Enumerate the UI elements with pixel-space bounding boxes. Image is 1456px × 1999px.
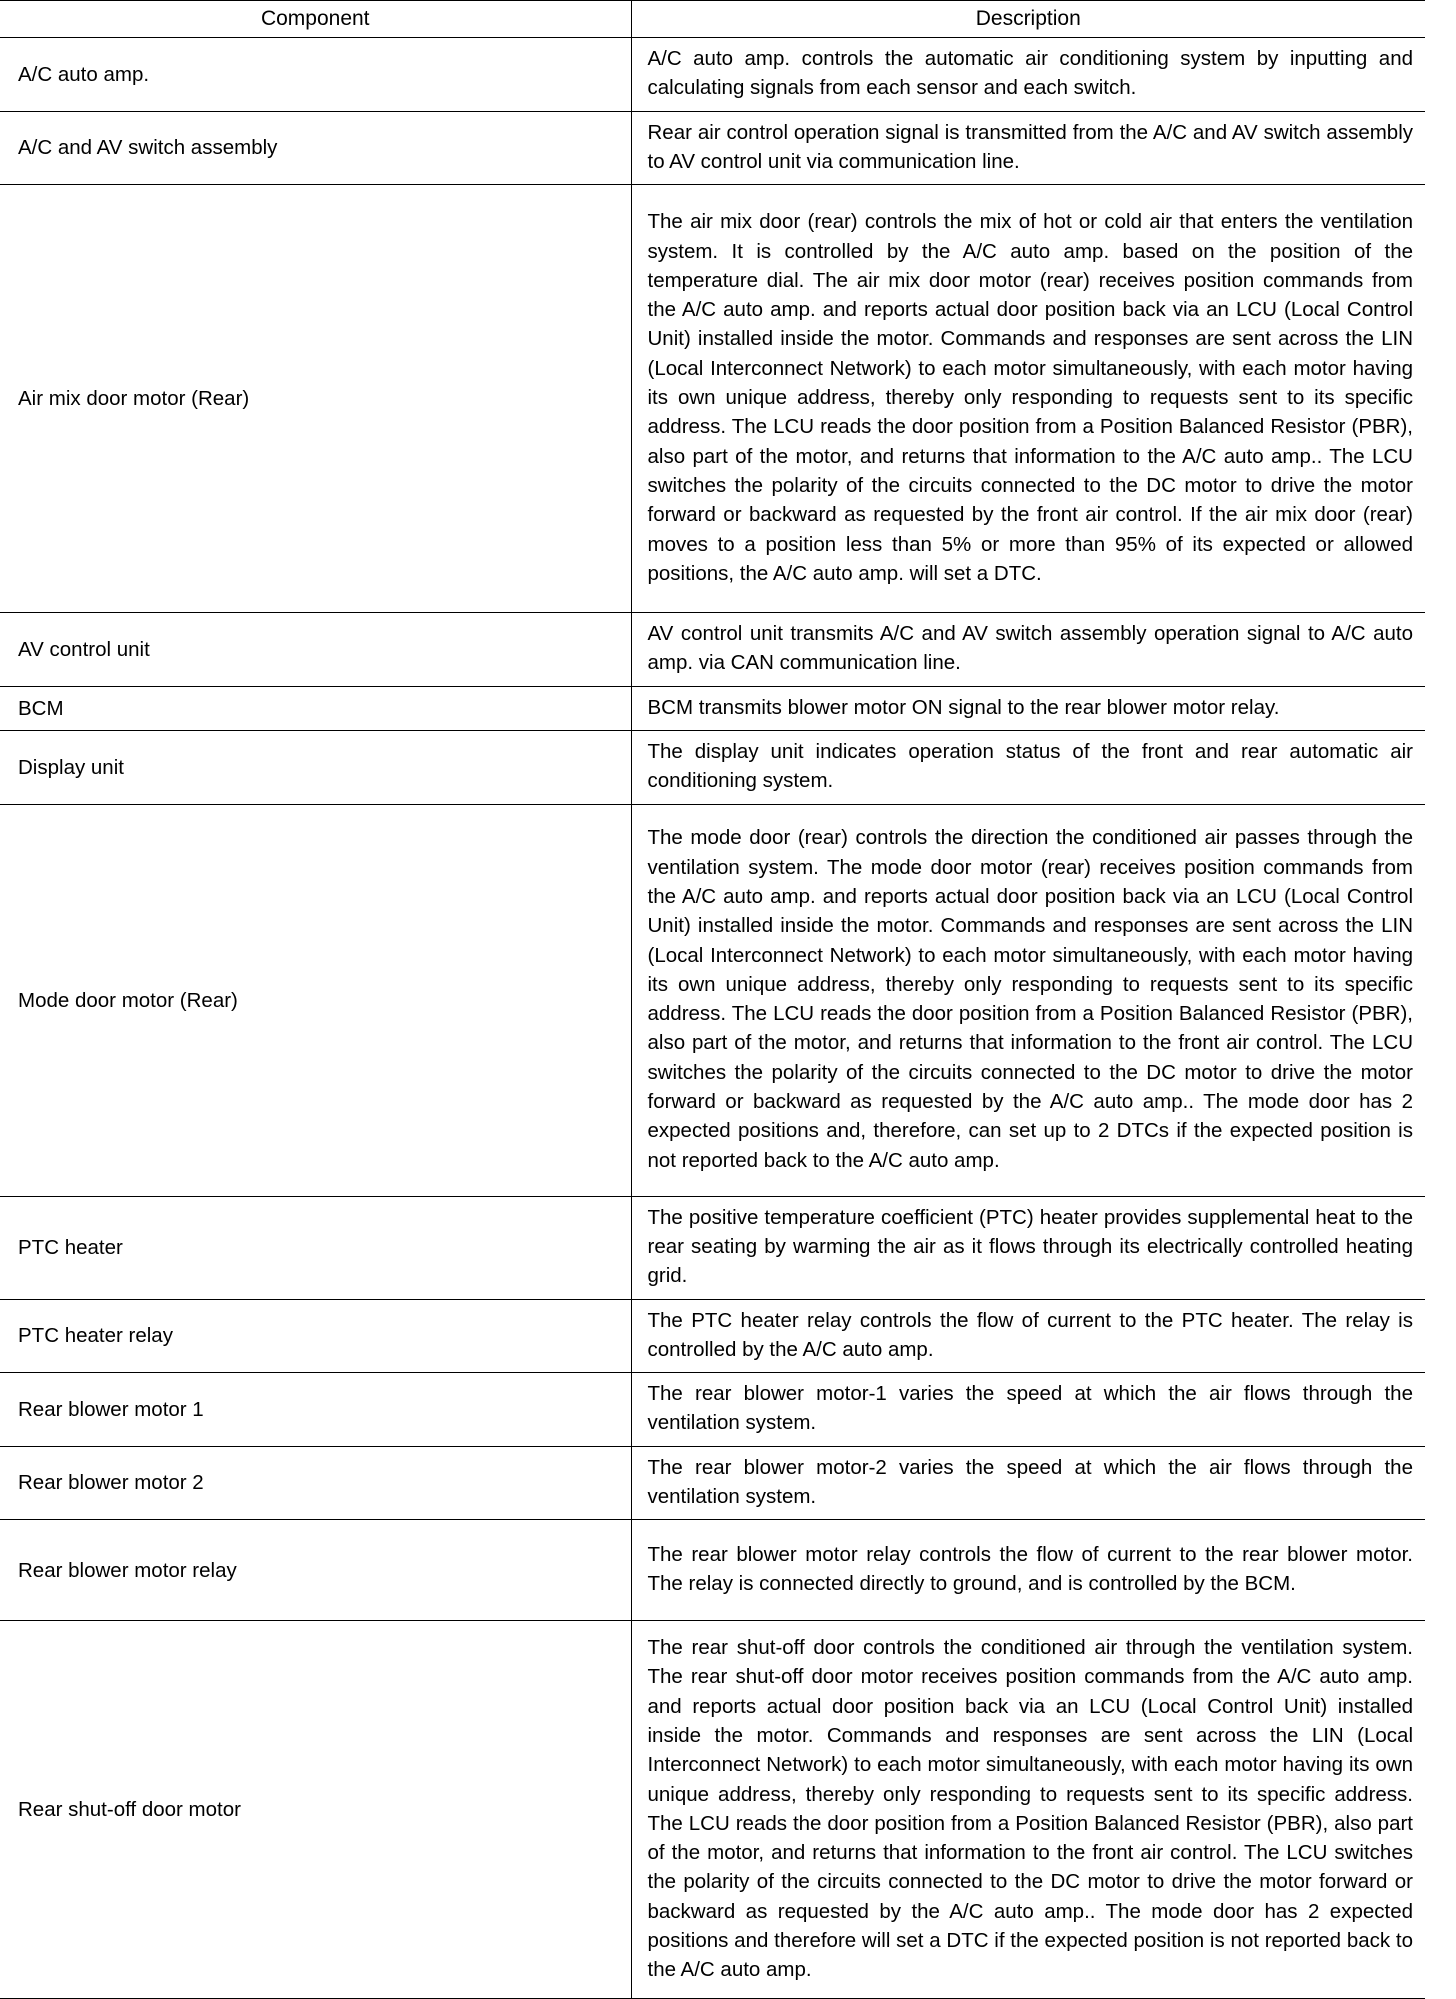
component-cell: A/C auto amp. [0,38,631,112]
description-cell: BCM transmits blower motor ON signal to the rear blower motor relay. [631,686,1425,730]
table-row [0,1621,1425,1999]
component-cell: Rear blower motor 1 [0,1373,631,1447]
header-description: Description [631,1,1425,38]
component-cell: Air mix door motor (Rear) [0,185,631,613]
description-cell: The positive temperature coefficient (PTC) heater provides supplemental heat to the rear seating by warming the air as it flows through its electrically controlled heating grid. [631,1196,1425,1299]
component-cell: PTC heater relay [0,1299,631,1373]
table-row [0,38,1425,112]
description-cell: The PTC heater relay controls the flow of current to the PTC heater. The relay is controlled by the A/C auto amp. [631,1299,1425,1373]
table-row [0,1299,1425,1373]
description-cell: The rear shut-off door controls the conditioned air through the ventilation system. The rear shut-off door motor receives position commands from the A/C auto amp. and reports actual door position back via an LCU (Local Control Unit) installed inside the motor. Commands and responses are sent across the LIN (Local Interconnect Network) to each motor simultaneously, with each motor having its own unique address, thereby only responding to requests sent to its specific address. The LCU reads the door position from a Position Balanced Resistor (PBR), also part of the motor, and returns that information to the front air control. The LCU switches the polarity of the circuits connected to the DC motor to drive the motor forward or backward as requested by the A/C auto amp.. The mode door has 2 expected positions and therefore will set a DTC if the expected position is not reported back to the A/C auto amp. [631,1621,1425,1999]
table-row [0,1373,1425,1447]
table-row [0,804,1425,1196]
description-cell: The air mix door (rear) controls the mix of hot or cold air that enters the ventilation system. It is controlled by the A/C auto amp. based on the position of the temperature dial. The air mix door motor (rear) receives position commands from the A/C auto amp. and reports actual door position back via an LCU (Local Control Unit) installed inside the motor. Commands and responses are sent across the LIN (Local Interconnect Network) to each motor simultaneously, with each motor having its own unique address, thereby only responding to requests sent to its specific address. The LCU reads the door position from a Position Balanced Resistor (PBR), also part of the motor, and returns that information to the A/C auto amp.. The LCU switches the polarity of the circuits connected to the DC motor to drive the motor forward or backward as requested by the front air control. If the air mix door (rear) moves to a position less than 5% or more than 95% of its expected or allowed positions, the A/C auto amp. will set a DTC. [631,185,1425,613]
component-cell: Display unit [0,731,631,805]
table-row [0,1520,1425,1621]
description-cell: The mode door (rear) controls the direction the conditioned air passes through the ventilation system. The mode door motor (rear) receives position commands from the A/C auto amp. and reports actual door position back via an LCU (Local Control Unit) installed inside the motor. Commands and responses are sent across the LIN (Local Interconnect Network) to each motor simultaneously, with each motor having its own unique address, thereby only responding to requests sent to its specific address. The LCU reads the door position from a Position Balanced Resistor (PBR), also part of the motor, and returns that information to the front air control. The LCU switches the polarity of the circuits connected to the DC motor to drive the motor forward or backward as requested by the A/C auto amp.. The mode door has 2 expected positions and, therefore, can set up to 2 DTCs if the expected position is not reported back to the A/C auto amp. [631,804,1425,1196]
component-cell: PTC heater [0,1196,631,1299]
table-row [0,1446,1425,1520]
description-cell: The rear blower motor-1 varies the speed at which the air flows through the ventilation system. [631,1373,1425,1447]
table-header [0,1,1425,38]
description-cell: The rear blower motor-2 varies the speed at which the air flows through the ventilation system. [631,1446,1425,1520]
component-cell: Mode door motor (Rear) [0,804,631,1196]
description-cell: The rear blower motor relay controls the flow of current to the rear blower motor. The relay is connected directly to ground, and is controlled by the BCM. [631,1520,1425,1621]
description-cell: The display unit indicates operation status of the front and rear automatic air conditioning system. [631,731,1425,805]
description-cell: A/C auto amp. controls the automatic air conditioning system by inputting and calculating signals from each sensor and each switch. [631,38,1425,112]
table-body [0,38,1425,1999]
description-cell: Rear air control operation signal is transmitted from the A/C and AV switch assembly to AV control unit via communication line. [631,111,1425,185]
table-row [0,731,1425,805]
component-cell: BCM [0,686,631,730]
component-cell: Rear blower motor 2 [0,1446,631,1520]
table-row [0,185,1425,613]
component-cell: Rear shut-off door motor [0,1621,631,1999]
component-cell: Rear blower motor relay [0,1520,631,1621]
table-row [0,111,1425,185]
component-cell: AV control unit [0,613,631,687]
table-row [0,1196,1425,1299]
description-cell: AV control unit transmits A/C and AV switch assembly operation signal to A/C auto amp. via CAN communication line. [631,613,1425,687]
component-cell: A/C and AV switch assembly [0,111,631,185]
table-row [0,613,1425,687]
header-component: Component [0,1,631,38]
header-row [0,1,1425,38]
table-row [0,686,1425,730]
